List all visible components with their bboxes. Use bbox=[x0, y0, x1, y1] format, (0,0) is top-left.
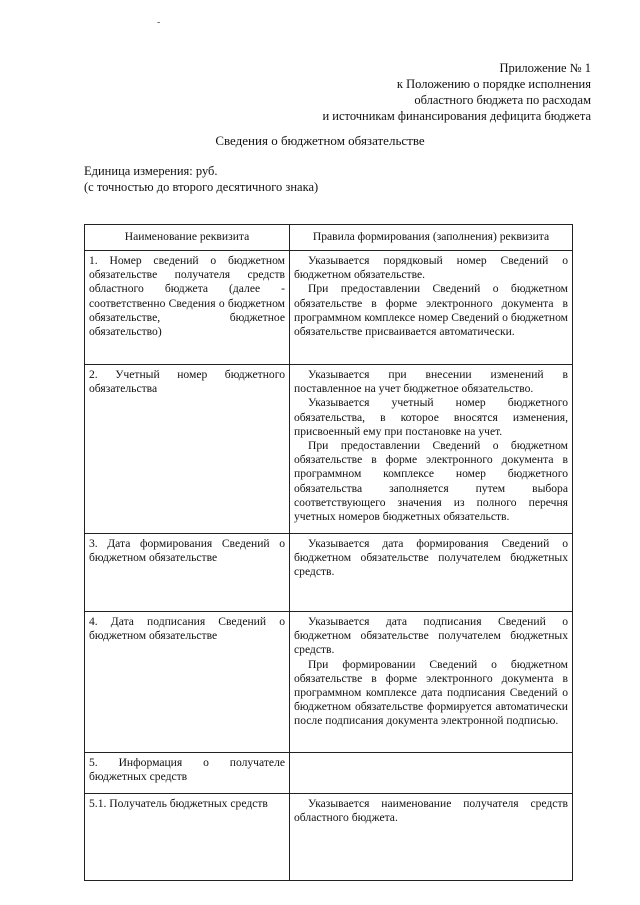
requisite-rules bbox=[290, 534, 573, 612]
rule-paragraph: Указывается наименование получателя средств областного бюджета. bbox=[294, 797, 568, 825]
units-line: Единица измерения: руб. bbox=[84, 164, 218, 178]
appendix-line: к Положению о порядке исполнения bbox=[396, 77, 591, 91]
table-row bbox=[85, 753, 573, 794]
requisite-rules bbox=[290, 251, 573, 365]
rule-paragraph: Указывается учетный номер бюджетного обязательства, в которое вносятся изменения, присвоенный ему при постановке на учет. bbox=[294, 396, 568, 438]
requisite-name: 1. Номер сведений о бюджетном обязательстве получателя средств областного бюджета (далее - соответственно Сведения о бюджетном обязательстве, бюджетное обязательство) bbox=[85, 251, 290, 365]
requisite-name: 5. Информация о получателе бюджетных средств bbox=[85, 753, 290, 794]
requisite-rules bbox=[290, 794, 573, 881]
appendix-line: Приложение № 1 bbox=[499, 61, 591, 75]
rule-paragraph: При предоставлении Сведений о бюджетном обязательстве в форме электронного документа в программном комплексе номер бюджетного обязательства заполняется путем выбора соответствующего значения из полного перечня учетных номеров бюджетных обязательств. bbox=[294, 439, 568, 524]
rule-paragraph: Указывается при внесении изменений в поставленное на учет бюджетное обязательство. bbox=[294, 368, 568, 396]
appendix-line: и источникам финансирования дефицита бюджета bbox=[322, 109, 591, 123]
column-header-rules: Правила формирования (заполнения) реквизита bbox=[290, 225, 573, 251]
requisite-name: 3. Дата формирования Сведений о бюджетном обязательстве bbox=[85, 534, 290, 612]
requisite-rules bbox=[290, 612, 573, 753]
table-header-row bbox=[85, 225, 573, 251]
rule-paragraph: Указывается дата подписания Сведений о бюджетном обязательстве получателем бюджетных средств. bbox=[294, 615, 568, 657]
requisite-rules bbox=[290, 365, 573, 534]
table-row bbox=[85, 365, 573, 534]
units-block bbox=[84, 163, 318, 195]
precision-line: (с точностью до второго десятичного знака) bbox=[84, 180, 319, 194]
table-row bbox=[85, 534, 573, 612]
requisite-name: 2. Учетный номер бюджетного обязательства bbox=[85, 365, 290, 534]
requisite-name: 5.1. Получатель бюджетных средств bbox=[85, 794, 290, 881]
table-row bbox=[85, 251, 573, 365]
rule-paragraph: При формировании Сведений о бюджетном обязательстве в форме электронного документа в программном комплексе дата подписания Сведений о бюджетном обязательстве формируется автоматически после подписания документа электронной подписью. bbox=[294, 657, 568, 728]
requisite-rules bbox=[290, 753, 573, 794]
appendix-block bbox=[251, 60, 591, 124]
appendix-line: областного бюджета по расходам bbox=[414, 93, 591, 107]
rule-paragraph: Указывается порядковый номер Сведений о бюджетном обязательстве. bbox=[294, 254, 568, 282]
table-row bbox=[85, 794, 573, 881]
requisites-table bbox=[84, 224, 573, 881]
header-mark: - bbox=[157, 17, 161, 28]
table-row bbox=[85, 612, 573, 753]
rule-paragraph: При предоставлении Сведений о бюджетном обязательстве в форме электронного документа в программном комплексе номер Сведений о бюджетном обязательстве присваивается автоматически. bbox=[294, 282, 568, 339]
rule-paragraph: Указывается дата формирования Сведений о бюджетном обязательстве получателем бюджетных средств. bbox=[294, 537, 568, 579]
column-header-name: Наименование реквизита bbox=[85, 225, 290, 251]
document-title: Сведения о бюджетном обязательстве bbox=[215, 133, 425, 148]
requisite-name: 4. Дата подписания Сведений о бюджетном обязательстве bbox=[85, 612, 290, 753]
